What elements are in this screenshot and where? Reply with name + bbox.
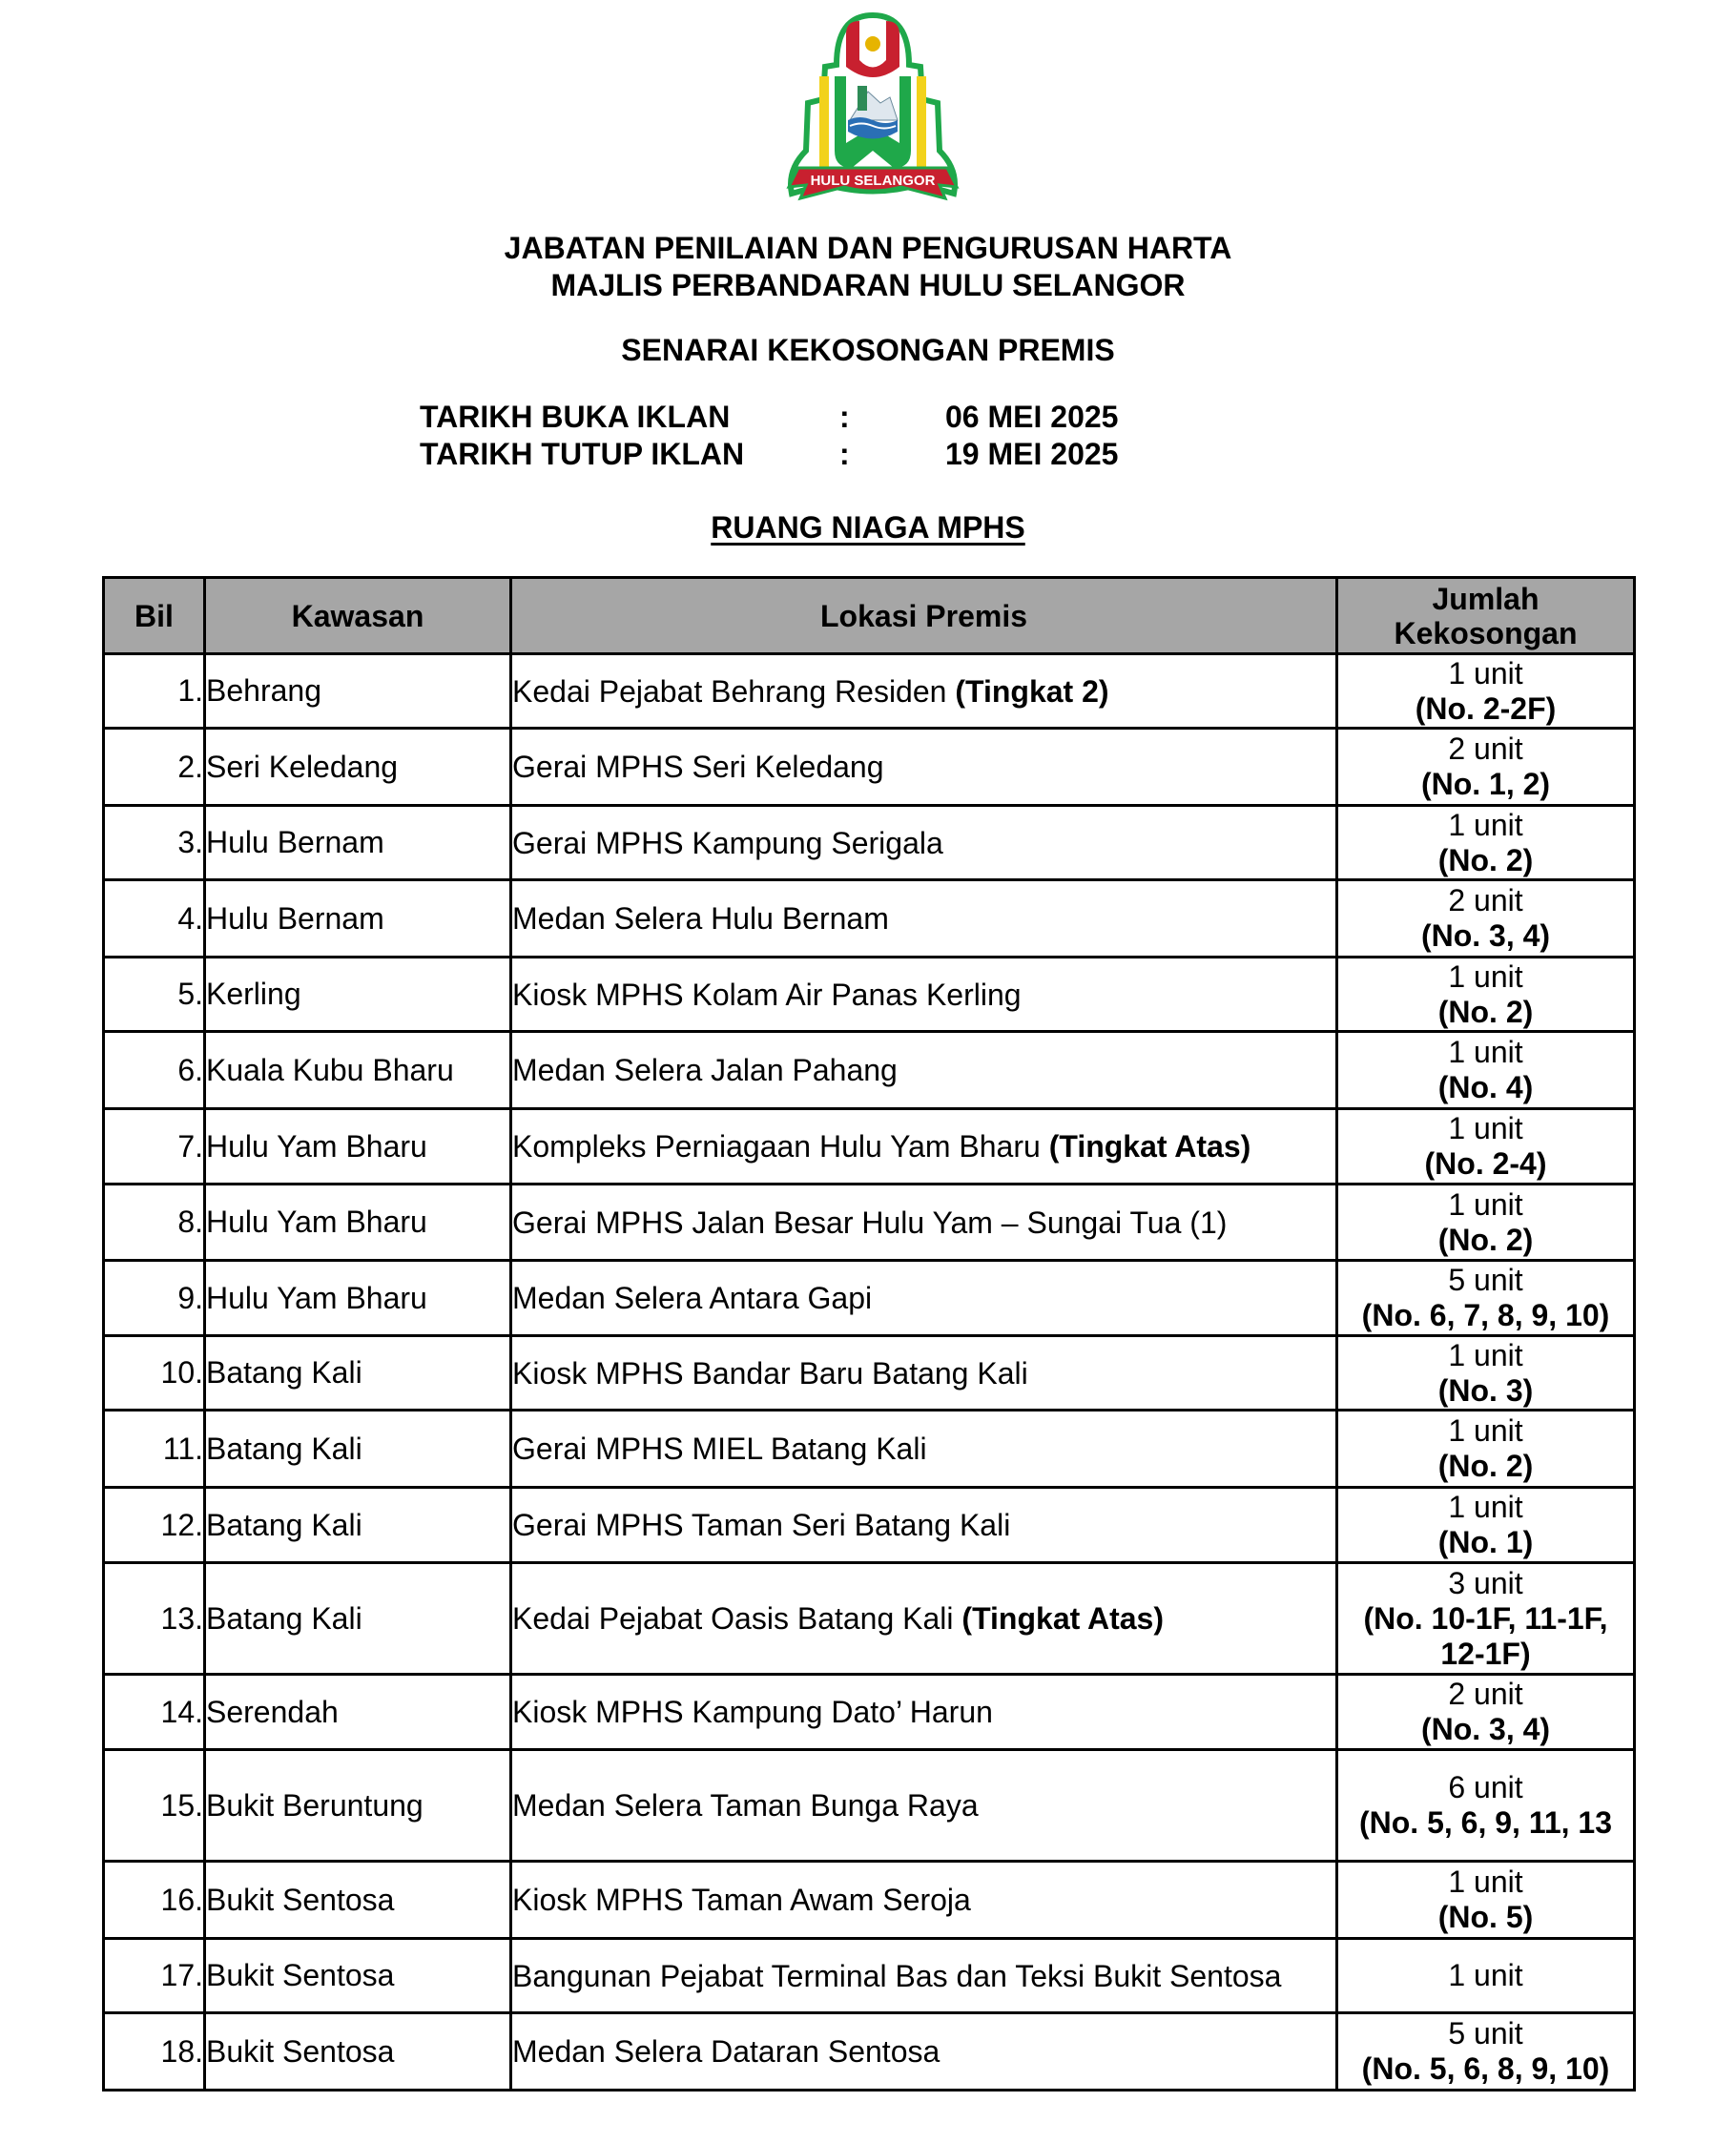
table-row [104,1750,1635,1862]
lokasi-text: Kiosk MPHS Kampung Dato’ Harun [512,1695,993,1729]
table-row [104,958,1635,1032]
unit-count: 1 unit [1448,1865,1523,1899]
unit-count: 1 unit [1448,958,1523,994]
cell-lokasi [511,1488,1337,1563]
cell-kawasan: Hulu Yam Bharu [205,1261,511,1336]
lokasi-text: Medan Selera Taman Bunga Raya [512,1788,979,1823]
lokasi-floor-note: (Tingkat Atas) [1048,1129,1251,1164]
unit-count: 3 unit [1448,1565,1523,1600]
logo-yellow-bar-left [819,76,829,167]
table-row [104,1261,1635,1336]
cell-bil: 17. [104,1939,205,2013]
cell-bil: 10. [104,1336,205,1411]
unit-count: 2 unit [1448,1677,1523,1711]
unit-count: 1 unit [1448,1111,1523,1145]
table-row [104,1032,1635,1109]
cell-lokasi [511,1675,1337,1750]
cell-bil: 14. [104,1675,205,1750]
cell-bil: 15. [104,1750,205,1862]
cell-jumlah [1337,1032,1635,1109]
column-header-jumlah [1337,578,1635,654]
cell-jumlah [1337,1336,1635,1411]
cell-lokasi [511,1939,1337,2013]
open-date-label: TARIKH BUKA IKLAN [420,400,731,434]
close-date-row [420,436,1145,472]
cell-bil: 7. [104,1109,205,1185]
cell-jumlah [1337,1750,1635,1862]
unit-numbers: (No. 2) [1437,1222,1534,1257]
open-date-row [420,399,1145,435]
cell-jumlah [1337,2013,1635,2091]
table-row [104,1939,1635,2013]
cell-jumlah [1337,880,1635,958]
cell-jumlah [1337,1939,1635,2013]
lokasi-text: Gerai MPHS Taman Seri Batang Kali [512,1508,1011,1542]
lokasi-text: Kompleks Perniagaan Hulu Yam Bharu [512,1129,1049,1164]
column-header-lokasi: Lokasi Premis [511,578,1337,654]
cell-jumlah [1337,1675,1635,1750]
council-title: MAJLIS PERBANDARAN HULU SELANGOR [550,268,1186,302]
lokasi-text: Medan Selera Jalan Pahang [512,1053,898,1087]
lokasi-text: Kiosk MPHS Taman Awam Seroja [512,1883,971,1917]
table-row [104,1488,1635,1563]
table-row [104,2013,1635,2091]
logo-ribbon-text: HULU SELANGOR [810,173,936,189]
cell-kawasan: Bukit Sentosa [205,1939,511,2013]
lokasi-floor-note: (Tingkat 2) [955,673,1109,709]
table-header-row [104,578,1635,654]
unit-numbers: (No. 2-2F) [1415,690,1557,726]
cell-bil: 5. [104,958,205,1032]
unit-count: 1 unit [1448,1413,1523,1448]
cell-lokasi [511,1750,1337,1862]
cell-bil: 9. [104,1261,205,1336]
cell-bil: 2. [104,729,205,806]
cell-kawasan: Batang Kali [205,1411,511,1488]
document-title: SENARAI KEKOSONGAN PREMIS [621,333,1115,367]
cell-lokasi [511,2013,1337,2091]
lokasi-text: Kiosk MPHS Kolam Air Panas Kerling [512,977,1022,1012]
unit-numbers: (No. 3) [1437,1372,1534,1408]
unit-count: 1 unit [1448,1958,1523,1992]
unit-count: 1 unit [1448,1186,1523,1222]
unit-count: 5 unit [1448,2016,1523,2050]
unit-numbers: (No. 5) [1437,1900,1534,1934]
cell-lokasi [511,806,1337,880]
cell-kawasan: Bukit Sentosa [205,2013,511,2091]
lokasi-text: Medan Selera Dataran Sentosa [512,2034,940,2069]
cell-kawasan: Batang Kali [205,1488,511,1563]
cell-bil: 6. [104,1032,205,1109]
logo-tower [858,86,867,111]
lokasi-text: Kiosk MPHS Bandar Baru Batang Kali [512,1355,1028,1391]
unit-count: 5 unit [1448,1263,1523,1297]
lokasi-text: Gerai MPHS Kampung Serigala [512,825,943,860]
cell-lokasi [511,880,1337,958]
cell-kawasan: Kuala Kubu Bharu [205,1032,511,1109]
lokasi-text: Gerai MPHS Seri Keledang [512,750,884,784]
column-header-bil: Bil [104,578,205,654]
cell-kawasan: Batang Kali [205,1336,511,1411]
open-date-separator: : [839,400,850,434]
cell-bil: 8. [104,1185,205,1261]
cell-bil: 16. [104,1862,205,1939]
section-heading [0,508,1736,546]
cell-lokasi [511,1261,1337,1336]
cell-bil: 11. [104,1411,205,1488]
lokasi-floor-note: (Tingkat Atas) [961,1601,1164,1636]
cell-bil: 18. [104,2013,205,2091]
cell-jumlah [1337,1185,1635,1261]
cell-kawasan: Kerling [205,958,511,1032]
unit-numbers: (No. 3, 4) [1420,918,1551,953]
cell-bil: 12. [104,1488,205,1563]
cell-jumlah [1337,1261,1635,1336]
cell-kawasan: Bukit Sentosa [205,1862,511,1939]
logo-yellow-bar-right [917,76,926,167]
unit-count: 2 unit [1448,732,1523,766]
table-row [104,729,1635,806]
cell-jumlah [1337,1563,1635,1675]
cell-bil: 4. [104,880,205,958]
unit-count: 1 unit [1448,1035,1523,1069]
table-row [104,654,1635,729]
table-row [104,1862,1635,1939]
cell-lokasi [511,1109,1337,1185]
unit-count: 1 unit [1448,1337,1523,1372]
cell-bil: 3. [104,806,205,880]
section-heading-text: RUANG NIAGA MPHS [711,510,1025,545]
cell-jumlah [1337,958,1635,1032]
unit-numbers: (No. 5, 6, 8, 9, 10) [1361,2051,1610,2086]
cell-lokasi [511,654,1337,729]
cell-lokasi [511,1032,1337,1109]
cell-kawasan: Hulu Bernam [205,806,511,880]
close-date-separator: : [839,437,850,471]
cell-kawasan: Batang Kali [205,1563,511,1675]
unit-numbers: (No. 3, 4) [1420,1712,1551,1746]
lokasi-text: Gerai MPHS MIEL Batang Kali [512,1432,927,1466]
cell-jumlah [1337,1862,1635,1939]
cell-lokasi [511,958,1337,1032]
unit-numbers: (No. 1, 2) [1420,767,1551,801]
column-header-kawasan: Kawasan [205,578,511,654]
cell-lokasi [511,1411,1337,1488]
column-header-jumlah-line2: Kekosongan [1394,615,1578,650]
table-row [104,1109,1635,1185]
cell-lokasi [511,1563,1337,1675]
logo-crown [865,36,880,52]
column-header-jumlah-line1: Jumlah [1432,581,1540,616]
cell-lokasi [511,1336,1337,1411]
lokasi-text: Medan Selera Hulu Bernam [512,901,889,936]
table-row [104,806,1635,880]
cell-jumlah [1337,806,1635,880]
vacancy-table [102,576,1636,2091]
open-date-value: 06 MEI 2025 [945,400,1119,434]
unit-numbers: (No. 2-4) [1424,1146,1547,1181]
unit-numbers: (No. 5, 6, 9, 11, 13 [1358,1805,1613,1840]
cell-bil: 1. [104,654,205,729]
lokasi-text: Kedai Pejabat Behrang Residen [512,673,956,709]
hulu-selangor-logo [777,8,968,210]
table-row [104,1411,1635,1488]
close-date-label: TARIKH TUTUP IKLAN [420,437,745,471]
unit-numbers: (No. 2) [1437,994,1534,1029]
cell-lokasi [511,1185,1337,1261]
cell-kawasan: Serendah [205,1675,511,1750]
table-row [104,880,1635,958]
table-row [104,1185,1635,1261]
lokasi-text: Gerai MPHS Jalan Besar Hulu Yam – Sungai Tua (1) [512,1205,1228,1240]
cell-bil: 13. [104,1563,205,1675]
cell-lokasi [511,1862,1337,1939]
cell-kawasan: Hulu Yam Bharu [205,1109,511,1185]
unit-numbers: (No. 4) [1437,1070,1534,1104]
table-row [104,1563,1635,1675]
table-row [104,1336,1635,1411]
unit-numbers: (No. 6, 7, 8, 9, 10) [1361,1298,1610,1332]
unit-count: 1 unit [1448,655,1523,690]
cell-lokasi [511,729,1337,806]
cell-kawasan: Seri Keledang [205,729,511,806]
lokasi-text: Kedai Pejabat Oasis Batang Kali [512,1601,962,1636]
unit-count: 2 unit [1448,883,1523,917]
cell-kawasan: Behrang [205,654,511,729]
unit-count: 6 unit [1448,1770,1523,1804]
cell-jumlah [1337,1411,1635,1488]
unit-numbers: (No. 1) [1437,1525,1534,1559]
table-row [104,1675,1635,1750]
cell-jumlah [1337,1109,1635,1185]
lokasi-text: Bangunan Pejabat Terminal Bas dan Teksi Bukit Sentosa [512,1958,1282,1993]
cell-jumlah [1337,654,1635,729]
lokasi-text: Medan Selera Antara Gapi [512,1281,873,1315]
cell-jumlah [1337,1488,1635,1563]
unit-numbers: (No. 2) [1437,1449,1534,1483]
cell-kawasan: Hulu Yam Bharu [205,1185,511,1261]
department-title: JABATAN PENILAIAN DAN PENGURUSAN HARTA [504,231,1232,265]
close-date-value: 19 MEI 2025 [945,437,1119,471]
cell-jumlah [1337,729,1635,806]
cell-kawasan: Hulu Bernam [205,880,511,958]
unit-count: 1 unit [1448,807,1523,842]
unit-numbers: (No. 2) [1437,842,1534,877]
unit-numbers: (No. 10-1F, 11-1F, 12-1F) [1363,1600,1608,1671]
unit-count: 1 unit [1448,1490,1523,1524]
cell-kawasan: Bukit Beruntung [205,1750,511,1862]
